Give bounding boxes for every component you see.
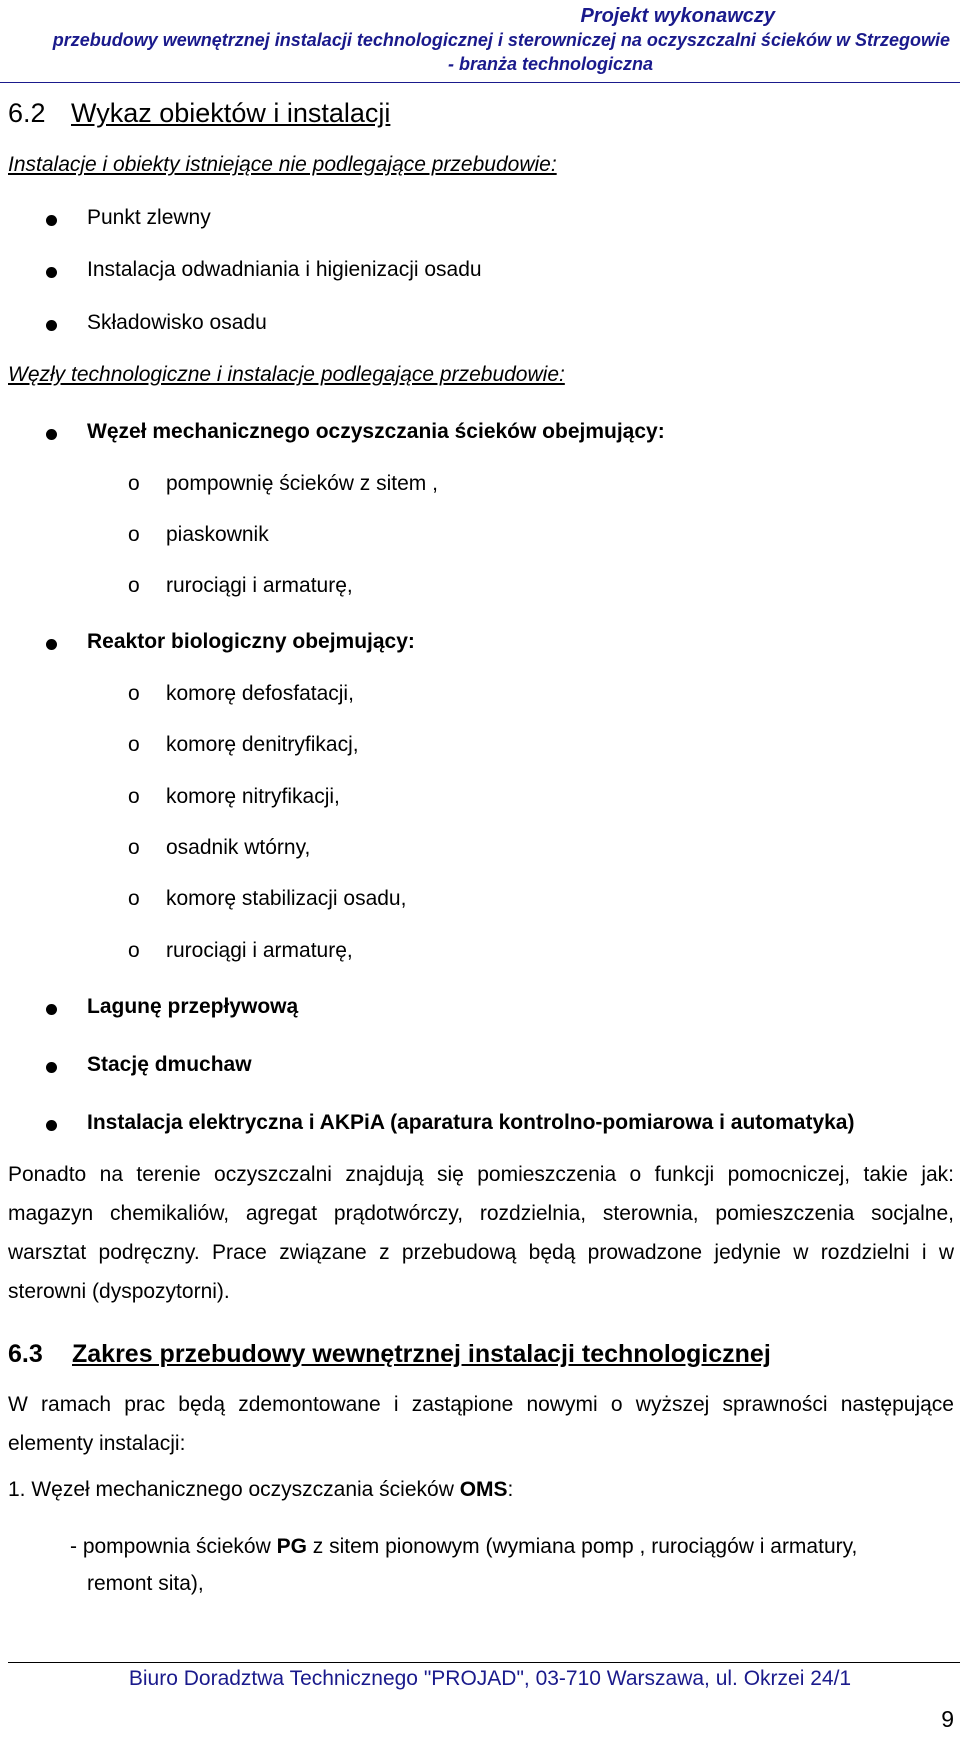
sub-list-item <box>0 785 960 813</box>
bullet-icon <box>46 639 57 650</box>
circle-bullet-icon: o <box>128 836 140 859</box>
sub-list-item-label: rurociągi i armaturę, <box>166 939 353 962</box>
bullet-icon <box>46 320 57 331</box>
list-item-label: Lagunę przepływową <box>87 995 299 1018</box>
list-item <box>0 630 960 658</box>
section-title: Zakres przebudowy wewnętrznej instalacji technologicznej <box>72 1340 771 1368</box>
numbered-item <box>8 1478 513 1502</box>
circle-bullet-icon: o <box>128 574 140 597</box>
paragraph-auxiliary-rooms: Ponadto na terenie oczyszczalni znajdują się pomieszczenia o funkcji pomocniczej, takie jak: magazyn chemikaliów, agregat prądotwórczy, rozdzielnia, sterownia, pomieszczenia socjalne, warsztat podręczny. Prace związane z przebudową będą prowadzone jedynie w rozdzielni i w sterowni (dyspozytorni). <box>8 1163 954 1303</box>
list-item <box>0 995 960 1023</box>
circle-bullet-icon: o <box>128 939 140 962</box>
sub-list-item-label: rurociągi i armaturę, <box>166 574 353 597</box>
section-heading-6-3 <box>8 1338 771 1370</box>
numbered-item-code: OMS <box>459 1478 508 1501</box>
section-title: Wykaz obiektów i instalacji <box>71 98 391 128</box>
section-number: 6.2 <box>8 98 46 128</box>
list-item-label: Instalacja elektryczna i AKPiA (aparatura kontrolno-pomiarowa i automatyka) <box>87 1111 855 1134</box>
sub-list-item-label: komorę denitryfikacj, <box>166 733 359 756</box>
sub-list-item-label: osadnik wtórny, <box>166 836 311 859</box>
bullet-icon <box>46 429 57 440</box>
dash-item <box>70 1535 857 1559</box>
circle-bullet-icon: o <box>128 472 140 495</box>
circle-bullet-icon: o <box>128 682 140 705</box>
list-item <box>0 1111 960 1139</box>
header-rule <box>0 82 960 83</box>
page-number: 9 <box>941 1706 954 1732</box>
sub-list-item <box>0 836 960 864</box>
sub-list-item-label: komorę nitryfikacji, <box>166 785 340 808</box>
list-item-label: Składowisko osadu <box>87 311 267 334</box>
bullet-icon <box>46 215 57 226</box>
bullet-icon <box>46 1120 57 1131</box>
section-number: 6.3 <box>8 1340 43 1368</box>
sub-list-item-label: pompownię ścieków z sitem , <box>166 472 438 495</box>
circle-bullet-icon: o <box>128 733 140 756</box>
list-item-label: Punkt zlewny <box>87 206 211 229</box>
list-item <box>0 311 960 339</box>
list-item-label: Węzeł mechanicznego oczyszczania ścieków obejmujący: <box>87 420 665 443</box>
list-item <box>0 258 960 286</box>
sub-list-item <box>0 939 960 967</box>
list-item <box>0 420 960 448</box>
list-item <box>0 1053 960 1081</box>
list-item <box>0 206 960 234</box>
sub-list-item <box>0 733 960 761</box>
footer-rule <box>8 1662 960 1663</box>
sub-list-item-label: komorę stabilizacji osadu, <box>166 887 407 910</box>
sub-list-item <box>0 887 960 915</box>
bullet-icon <box>46 1062 57 1073</box>
circle-bullet-icon: o <box>128 887 140 910</box>
header-project: Projekt wykonawczy <box>580 5 775 27</box>
section-heading-6-2 <box>8 96 390 130</box>
sub-list-item <box>0 574 960 602</box>
header-branch: - branża technologiczna <box>447 54 653 74</box>
sub-list-item <box>0 682 960 710</box>
subheading-rebuilt: Węzły technologiczne i instalacje podlegające przebudowie: <box>8 363 565 386</box>
sub-list-item <box>0 472 960 500</box>
bullet-icon <box>46 1004 57 1015</box>
bullet-icon <box>46 267 57 278</box>
list-item-label: Stację dmuchaw <box>87 1053 252 1076</box>
circle-bullet-icon: o <box>128 523 140 546</box>
dash-item-code: PG <box>276 1535 307 1558</box>
list-item-label: Instalacja odwadniania i higienizacji osadu <box>87 258 482 281</box>
dash-item-rest: z sitem pionowym (wymiana pomp , rurociągów i armatury, <box>306 1535 858 1558</box>
sub-list-item-label: komorę defosfatacji, <box>166 682 354 705</box>
dash-item-text: - pompownia ścieków <box>70 1535 277 1558</box>
sub-list-item-label: piaskownik <box>166 523 269 546</box>
numbered-item-colon: : <box>507 1478 514 1501</box>
dash-item-continuation: remont sita), <box>87 1572 204 1595</box>
sub-list-item <box>0 523 960 551</box>
paragraph-intro: W ramach prac będą zdemontowane i zastąpione nowymi o wyższej sprawności następujące elementy instalacji: <box>8 1393 954 1455</box>
page-header <box>53 4 950 76</box>
circle-bullet-icon: o <box>128 785 140 808</box>
subheading-existing: Instalacje i obiekty istniejące nie podlegające przebudowie: <box>8 153 557 176</box>
list-item-label: Reaktor biologiczny obejmujący: <box>87 630 415 653</box>
header-subtitle: przebudowy wewnętrznej instalacji technologicznej i sterowniczej na oczyszczalni ścieków w Strzegowie <box>52 30 950 50</box>
footer-text: Biuro Doradztwa Technicznego "PROJAD", 03-710 Warszawa, ul. Okrzei 24/1 <box>128 1667 852 1690</box>
numbered-item-text: 1. Węzeł mechanicznego oczyszczania ścieków <box>8 1478 460 1501</box>
